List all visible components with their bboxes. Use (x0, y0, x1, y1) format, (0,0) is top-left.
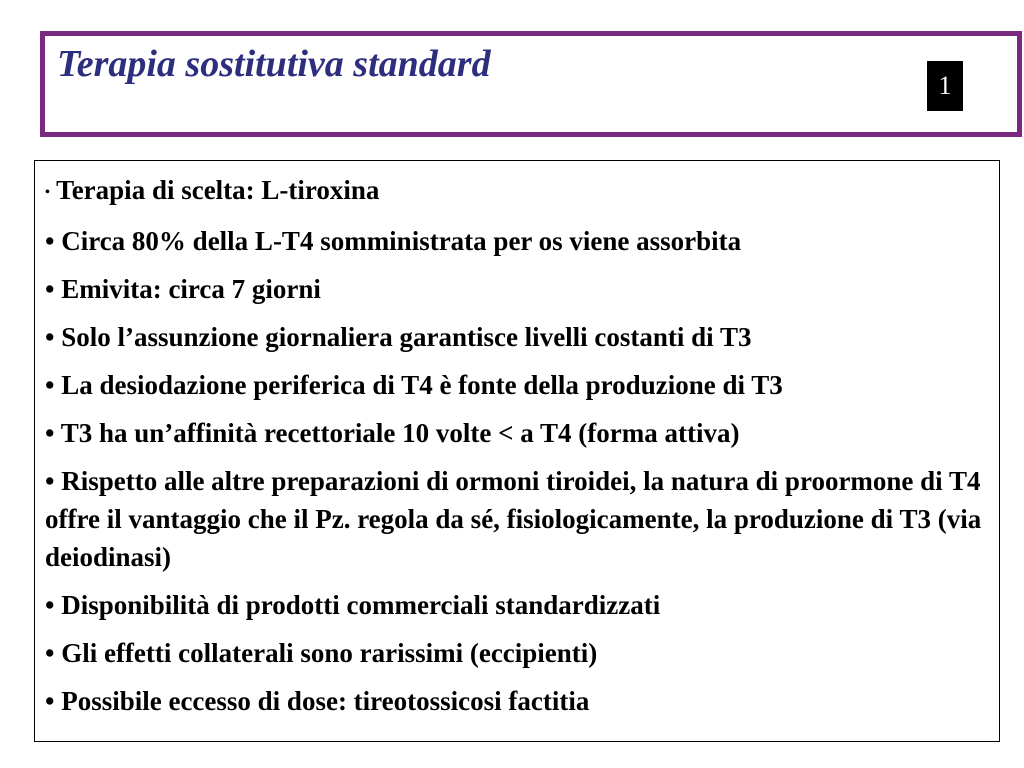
bullet-dot: • (45, 589, 55, 620)
bullet-text: Emivita: circa 7 giorni (61, 273, 321, 304)
bullet-dot: • (45, 685, 55, 716)
bullet-item (45, 634, 989, 672)
bullet-text: Circa 80% della L-T4 somministrata per os viene assorbita (61, 225, 742, 256)
bullet-item (45, 586, 989, 624)
bullet-text: Terapia di scelta: L-tiroxina (56, 175, 380, 205)
bullet-text: Rispetto alle altre preparazioni di ormoni tiroidei, la natura di proormone di T4 offre il vantaggio che il Pz. regola da sé, fisiologicamente, la produzione di T3 (via deiodinasi) (45, 465, 982, 572)
page-number-badge: 1 (927, 61, 963, 111)
bullet-dot: • (45, 637, 55, 668)
bullet-dot: • (45, 465, 55, 496)
bullet-dot: • (45, 369, 55, 400)
bullet-item (45, 414, 989, 452)
bullet-item (45, 366, 989, 404)
bullet-item (45, 222, 989, 260)
bullet-dot: • (45, 321, 55, 352)
bullet-item (45, 462, 989, 576)
bullet-text: T3 ha un’affinità recettoriale 10 volte < a T4 (forma attiva) (60, 417, 740, 448)
bullet-dot: • (45, 273, 55, 304)
bullet-dot: • (45, 417, 55, 448)
bullet-text: Gli effetti collaterali sono rarissimi (eccipienti) (61, 637, 598, 668)
bullet-item (45, 270, 989, 308)
title-frame (40, 31, 1022, 137)
bullet-text: La desiodazione periferica di T4 è fonte della produzione di T3 (61, 369, 783, 400)
bullet-text: Solo l’assunzione giornaliera garantisce livelli costanti di T3 (61, 321, 752, 352)
bullet-item (45, 682, 989, 720)
bullet-dot: • (45, 184, 50, 200)
bullet-item (45, 171, 989, 212)
bullet-item (45, 318, 989, 356)
bullet-dot: • (45, 225, 55, 256)
bullet-list (45, 171, 989, 720)
slide-title: Terapia sostitutiva standard (57, 43, 491, 85)
bullet-text: Possibile eccesso di dose: tireotossicosi factitia (61, 685, 590, 716)
content-box (34, 160, 1000, 742)
bullet-text: Disponibilità di prodotti commerciali standardizzati (61, 589, 661, 620)
